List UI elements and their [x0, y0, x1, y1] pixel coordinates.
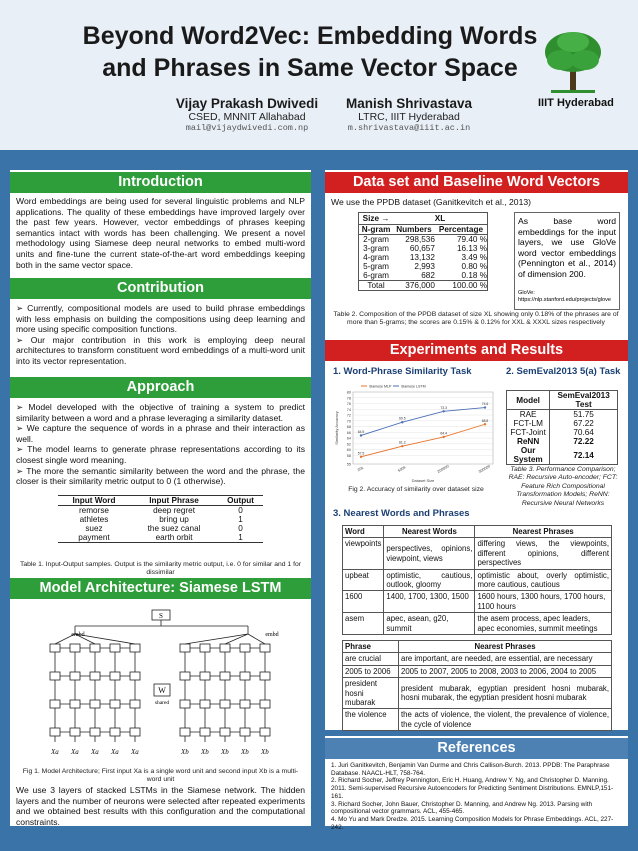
table-cell: 2005 to 2006: [343, 665, 399, 677]
table-row: [58, 533, 263, 543]
poster-header: [0, 0, 638, 150]
y-tick-label: 80: [346, 390, 351, 395]
table-cell: 1400, 1700, 1300, 1500: [384, 591, 475, 613]
y-tick-label: 66: [346, 430, 351, 435]
table-header: Percentage: [438, 225, 484, 234]
table-row: [507, 446, 618, 465]
table-cell: FCT-LM: [507, 419, 550, 428]
semeval-table: [506, 390, 618, 465]
table-cell: 79.40 %: [456, 235, 487, 244]
table-row: [359, 244, 488, 253]
subsection-similarity: 1. Word-Phrase Similarity Task: [333, 366, 472, 377]
table-row: [343, 591, 612, 613]
data-label: 57.5: [357, 451, 365, 456]
table-cell: president hosni mubarak: [343, 678, 399, 709]
table-cell: apec, asean, g20, summit: [384, 613, 475, 635]
y-tick-label: 74: [346, 407, 351, 412]
table-header: Nearest Phrases: [512, 527, 574, 536]
table-cell: RAE: [507, 410, 550, 420]
table-cell: FCT-Joint: [507, 428, 550, 437]
legend-label: Siamese MLP: [369, 384, 392, 389]
table-cell: 1: [238, 515, 243, 524]
data-point: [360, 456, 362, 458]
list-item: ➢ Model developed with the objective of training a system to predict similarity between a word and a phrase leveraging a similarity dataset.: [16, 402, 305, 423]
table-cell: suez: [85, 524, 103, 533]
table-cell: 0: [238, 524, 243, 533]
table-row: [359, 262, 488, 271]
x-tick-label: 500k: [397, 465, 407, 473]
table-row: [58, 515, 263, 524]
author-email: mail@vijaydwivedi.com.np: [185, 123, 309, 133]
glove-label: GloVe:: [518, 289, 535, 296]
x-tick-label: 300000: [478, 464, 491, 475]
size-label: Size →: [362, 214, 390, 223]
x-tick-label: 20k: [356, 465, 365, 473]
table-row: [507, 428, 618, 437]
data-label: 61.2: [399, 440, 406, 445]
table-cell: 100.00 %: [452, 281, 487, 290]
introduction-text: Word embeddings are being used for several linguistic problems and NLP applications. The quality of these embeddings have improved largely over the past few years. However, vector embeddings of phrases keeping semantics intact with words has been challenging. We present a novel methodology using Siamese deep neural networks to embed multi-word units and fine-tune the current state-of-the-art word embeddings keeping both in the same vector space.: [16, 196, 305, 270]
section-title-contribution: Contribution: [10, 278, 311, 299]
table-row: [58, 506, 263, 516]
table-row: [343, 569, 612, 591]
input-right-label: Xb: [181, 748, 189, 756]
input-right-label: Xb: [241, 748, 249, 756]
input-right-label: Xb: [261, 748, 269, 756]
table-row: [343, 653, 612, 665]
embd-right-label: embd: [265, 632, 279, 638]
reference-item: 2. Richard Socher, Jeffrey Pennington, Eric H. Huang, Andrew Y. Ng, and Christopher D. Manning. 2011. Semi-supervised Recursive Autoencoders for Predicting Sentiment Distributions. EMNLP,151-161.: [331, 777, 614, 800]
approach-list: [16, 402, 305, 487]
list-item: ➢ Currently, compositional models are used to build phrase embeddings with less emphasis on building the compositions using deep learning and more using specific composition functions.: [16, 303, 305, 335]
data-label: 64.9: [357, 429, 365, 434]
dataset-intro: We use the PPDB dataset (Ganitkevitch et al., 2013): [331, 197, 531, 207]
x-tick-label: 200000: [436, 464, 450, 475]
nearest-phrases-table: [342, 640, 612, 731]
left-column: [10, 170, 311, 826]
table-cell: 67.22: [573, 419, 594, 428]
table-cell: 16.13 %: [456, 244, 487, 253]
table-cell: payment: [78, 533, 110, 542]
legend-label: Siamese LSTM: [401, 384, 426, 389]
y-tick-label: 62: [346, 442, 351, 447]
table-cell: the suez canal: [147, 524, 201, 533]
table-cell: athletes: [79, 515, 109, 524]
data-label: 64.4: [440, 431, 447, 436]
right-column: [325, 170, 628, 730]
table-cell: asem: [343, 613, 384, 635]
y-tick-label: 55: [346, 462, 351, 467]
nearest-words-table: [342, 525, 612, 635]
ppdb-table: [358, 212, 488, 291]
input-left-label: Xa: [51, 748, 59, 756]
similarity-node-label: S: [159, 612, 163, 620]
x-axis-label: Dataset Size: [411, 478, 435, 483]
subsection-nearest: 3. Nearest Words and Phrases: [333, 508, 470, 519]
table-cell: the acts of violence, the violent, the prevalence of violence, the cycle of violence: [401, 710, 609, 729]
table-cell: 60,657: [409, 244, 435, 253]
contribution-list: [16, 303, 305, 367]
table-header: N-gram: [361, 225, 391, 234]
subsection-semeval: 2. SemEval2013 5(a) Task: [506, 366, 621, 377]
y-tick-label: 70: [346, 419, 351, 424]
table-cell: 2005 to 2007, 2005 to 2008, 2003 to 2006, 2004 to 2005: [401, 666, 597, 676]
fig1-caption: Fig 1. Model Architecture; First input Xa is a single word unit and second input Xb is a multi-word unit: [22, 768, 299, 784]
section-title-dataset: Data set and Baseline Word Vectors: [325, 172, 628, 193]
table-row: [507, 437, 618, 446]
table-header: Output: [227, 496, 254, 505]
table-cell: 13,132: [409, 253, 435, 262]
similarity-chart: [331, 380, 501, 484]
table2-caption: Table 2. Composition of the PPDB dataset of size XL showing only 0.18% of the phrases are of more than 5-grams; the scores are 0.15% & 0.12% for XXL & XXXL sizes respectively: [333, 311, 619, 327]
table-row: [359, 235, 488, 245]
title-line-1: Beyond Word2Vec: Embedding Words: [82, 22, 538, 50]
references-list: [331, 762, 623, 831]
references-panel: [325, 736, 628, 831]
table-cell: differing views, the viewpoints, different opinions, different perspectives: [477, 539, 609, 568]
table-header: Nearest Phrases: [474, 642, 536, 651]
reference-item: 4. Mo Yu and Mark Dredze. 2015. Learning Composition Models for Phrase Embeddings. ACL, 227-242.: [331, 815, 614, 831]
data-point: [442, 436, 444, 438]
table-cell: deep regret: [153, 506, 195, 515]
table-cell: the violence: [343, 709, 399, 731]
table-cell: optimistic, cautious, outlook, gloomy: [384, 569, 475, 591]
section-title-references: References: [325, 738, 628, 759]
table-header: Nearest Words: [384, 526, 475, 538]
table-cell: president mubarak, egyptian president hosni mubarak, hosni mubarak, the egyptian president hosni mubarak: [401, 683, 609, 703]
table-cell: Our System: [507, 446, 550, 465]
table-cell: 1600 hours, 1300 hours, 1700 hours, 1100 hours: [477, 592, 606, 611]
shared-weights-label: W: [158, 686, 166, 695]
table-cell: bring up: [159, 515, 189, 524]
table-row: [359, 253, 488, 262]
input-output-table: [58, 495, 263, 543]
poster-title: [60, 20, 560, 84]
author-email: m.shrivastava@iiit.ac.in: [347, 123, 471, 133]
input-right-label: Xb: [221, 748, 229, 756]
table-cell: 72.14: [573, 450, 594, 460]
table-row: [343, 665, 612, 677]
table-row: [359, 271, 488, 281]
table-row: [507, 410, 618, 420]
table-cell: 70.64: [573, 428, 594, 437]
title-line-2: and Phrases in Same Vector Space: [102, 54, 518, 82]
author-affiliation: CSED, MNNIT Allahabad: [188, 111, 306, 123]
section-title-approach: Approach: [10, 377, 311, 398]
glove-text: As base word embeddings for the input layers, we use GloVe word vector embeddings (Pennington et al., 2014) of dimension 200.: [518, 216, 616, 279]
table3-caption: Table 3. Performance Comparison; RAE: Recursive Auto-encoder; FCT: Feature Rich Compositional Transformation Models; ReNN: Recursive Neural Networks: [508, 466, 618, 507]
table-header: SemEval2013 Test: [557, 391, 610, 409]
y-tick-label: 60: [346, 448, 351, 453]
table-cell: 4-gram: [363, 253, 389, 262]
siamese-lstm-diagram: [20, 604, 300, 764]
input-right-label: Xb: [201, 748, 209, 756]
table-cell: remorse: [78, 506, 109, 515]
table-cell: 1600: [343, 591, 384, 613]
table-cell: 3.49 %: [461, 253, 487, 262]
table-row: [507, 419, 618, 428]
y-tick-label: 78: [346, 396, 351, 401]
input-left-label: Xa: [131, 748, 139, 756]
table-cell: 0.80 %: [461, 262, 487, 271]
input-left-label: Xa: [91, 748, 99, 756]
data-point: [484, 423, 486, 425]
table-cell: Total: [367, 281, 385, 290]
section-title-introduction: Introduction: [10, 172, 311, 193]
table-cell: the asem process, apec leaders, apec economies, summit meetings: [477, 614, 598, 633]
table-cell: 0.18 %: [461, 271, 487, 280]
input-left-label: Xa: [111, 748, 119, 756]
table-cell: are crucial: [343, 653, 399, 665]
glove-link-line: [518, 290, 616, 304]
section-title-experiments: Experiments and Results: [325, 340, 628, 361]
table-cell: 298,536: [405, 235, 435, 244]
table-header: Model: [507, 391, 550, 410]
table-header: Input Phrase: [149, 496, 199, 505]
tree-logo-icon: [543, 30, 603, 95]
y-tick-label: 58: [346, 453, 351, 458]
list-item: ➢ The more the semantic similarity between the word and the phrase, the closer is their similarity metric output to 0 (1 otherwise).: [16, 466, 305, 487]
y-tick-label: 68: [346, 425, 351, 430]
table-header: Phrase: [343, 641, 399, 653]
table-cell: 376,000: [405, 281, 435, 290]
table-cell: viewpoints: [343, 538, 384, 569]
author-affiliation: LTRC, IIIT Hyderabad: [358, 111, 460, 123]
table-cell: 72.22: [573, 437, 594, 446]
table-row: [343, 709, 612, 731]
size-value: XL: [434, 214, 446, 223]
list-item: ➢ The model learns to generate phrase representations according to its closest single word meaning.: [16, 444, 305, 465]
fig2-caption: Fig 2. Accuracy of similarity over dataset size: [348, 486, 484, 493]
data-label: 73.3: [440, 405, 447, 410]
data-label: 68.8: [481, 418, 489, 423]
data-point: [484, 406, 486, 408]
table-cell: 1: [238, 533, 243, 542]
table-row: [343, 538, 612, 569]
shared-label: shared: [154, 700, 170, 706]
table-cell: 2-gram: [363, 235, 389, 244]
table-cell: 682: [421, 271, 435, 280]
table-cell: ReNN: [507, 437, 550, 446]
table-cell: 3-gram: [363, 244, 389, 253]
author-2: [309, 96, 509, 133]
list-item: ➢ We capture the sequence of words in a phrase and their interaction as well.: [16, 423, 305, 444]
data-label: 74.6: [481, 402, 489, 407]
table-cell: 5-gram: [363, 262, 389, 271]
glove-url[interactable]: https://nlp.stanford.edu/projects/glove: [518, 296, 611, 303]
y-tick-label: 76: [346, 402, 351, 407]
embd-left-label: embd: [71, 632, 85, 638]
table-cell: 2,993: [414, 262, 435, 271]
data-point: [360, 434, 362, 436]
data-point: [401, 445, 403, 447]
table-cell: perspectives, opinions, viewpoint, views: [384, 538, 475, 569]
table-row: [343, 678, 612, 709]
author-name: Vijay Prakash Dwivedi: [175, 96, 319, 111]
list-item: ➢ Our major contribution in this work is employing deep neural architectures to transform constituent word embeddings of a multi-word unit into its vector representation.: [16, 335, 305, 367]
data-point: [401, 421, 403, 423]
table-row: [58, 524, 263, 533]
table-header: Input Word: [72, 496, 116, 505]
table-cell: upbeat: [343, 569, 384, 591]
table-cell: optimistic about, overly optimistic, more cautious, cautious: [477, 570, 609, 590]
y-tick-label: 72: [346, 413, 351, 418]
input-left-label: Xa: [71, 748, 79, 756]
data-label: 69.5: [399, 416, 406, 421]
y-axis-label: Similarity Accuracy: [334, 411, 339, 445]
architecture-text: We use 3 layers of stacked LSTMs in the Siamese network. The hidden layers and the number of neurons were selected after repeated experiments and we obtained best results with this configuration and the computational constraints.: [16, 785, 306, 827]
reference-item: 3. Richard Socher, John Bauer, Christopher D. Manning, and Andrew Ng. 2013. Parsing with compositional vector grammars. ACL, 455-465.: [331, 800, 593, 816]
table-header: Word: [343, 526, 384, 538]
section-title-architecture: Model Architecture: Siamese LSTM: [10, 578, 311, 599]
reference-item: 1. Juri Ganitkevitch, Benjamin Van Durme and Chris Callison-Burch. 2013. PPDB: The Paraphrase Database. NAACL-HLT, 758-764.: [331, 762, 610, 777]
glove-box: [514, 212, 620, 310]
table1-caption: Table 1. Input-Output samples. Output is the similarity metric output, i.e. 0 for similar and 1 for dissimilar: [19, 561, 302, 577]
data-point: [442, 410, 444, 412]
table-header: Numbers: [396, 225, 432, 234]
table-cell: earth orbit: [155, 533, 193, 542]
table-cell: 0: [238, 506, 243, 515]
table-cell: 6-gram: [363, 271, 389, 280]
table-row: [343, 613, 612, 635]
y-tick-label: 64: [346, 436, 351, 441]
table-cell: are important, are needed, are essential, are necessary: [401, 654, 593, 664]
author-name: Manish Shrivastava: [345, 96, 473, 111]
table-total-row: [359, 281, 488, 291]
table-cell: 51.75: [573, 410, 594, 419]
logo-text: IIIT Hyderabad: [538, 97, 614, 109]
